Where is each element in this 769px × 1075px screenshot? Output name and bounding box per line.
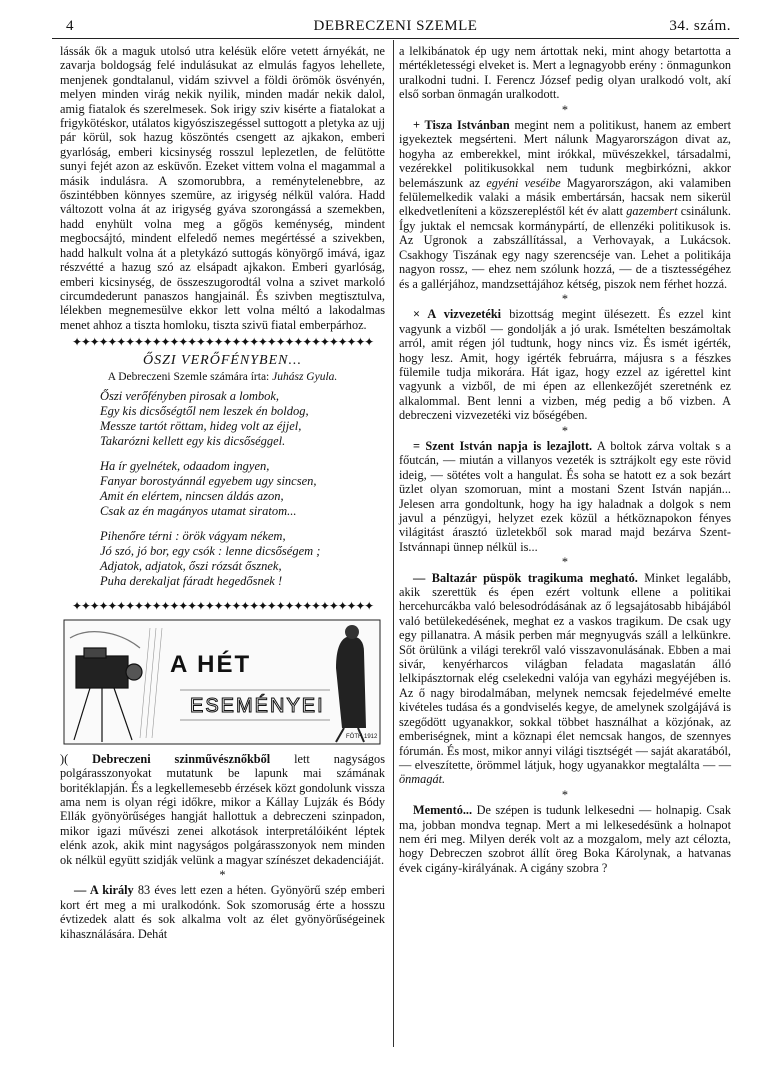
weekly-events-banner xyxy=(60,618,385,748)
tisza-news-emphasis: egyéni veséibe xyxy=(486,175,561,190)
baltazar-news xyxy=(399,571,731,787)
poem-line: Jó szó, jó bor, egy csók : lenne dicsőségem ; xyxy=(100,544,321,559)
water-news-lead: × A vizvezetéki xyxy=(413,307,502,322)
section-mark: )( xyxy=(60,751,69,766)
poem-line: Pihenőre térni : örök vágyam nékem, xyxy=(100,529,286,544)
poem-line: Egy kis dicsőségtől nem leszek én boldog, xyxy=(100,404,309,419)
poem-author: Juhász Gyula. xyxy=(272,370,338,383)
separator-star: * xyxy=(561,102,569,117)
poem-stanza xyxy=(100,459,385,519)
king-news-text: 83 éves lett ezen a héten. Gyönyörű szép emberi kort ért meg a mi uralkodónk. Sok szomoruság érte a hosszu évtizedek alatt és sok alkalma volt az élet gyönyörűségeinek kihasználására. Dehát xyxy=(60,883,385,941)
poem-title: ŐSZI VERŐFÉNYBEN... xyxy=(143,352,302,368)
poem-stanza xyxy=(100,389,385,449)
istvan-news-lead: = Szent István napja is lezajlott. xyxy=(413,438,593,453)
ornament-divider: ✦✦✦✦✦✦✦✦✦✦✦✦✦✦✦✦✦✦✦✦✦✦✦✦✦✦✦✦✦✦✦✦✦✦ xyxy=(71,335,374,350)
right-column xyxy=(399,44,731,875)
tisza-news xyxy=(399,118,731,291)
poem-line: Puha derekaljat fáradt hegedősnek ! xyxy=(100,574,283,589)
memento-news-text: De szépen is tudunk lelkesedni — holnapig. Csak ma, jobban mondva tegnap. Mert a mi lelkesedésünk a holnapot nem éri meg. Milyen derék volt az a mozgalom, mely azt célozta, hogy Debreczen szobrot állít öreg Boka Károlynak, a hatvanas évek cigány-királyának. A cigány szobra ? xyxy=(399,803,732,875)
poem-line: Őszi verőfényben pirosak a lombok, xyxy=(100,389,280,404)
page-number: 4 xyxy=(66,18,74,34)
istvan-news xyxy=(399,439,731,554)
baltazar-news-emphasis: önmagát. xyxy=(399,772,446,787)
ornament-divider: ✦✦✦✦✦✦✦✦✦✦✦✦✦✦✦✦✦✦✦✦✦✦✦✦✦✦✦✦✦✦✦✦✦✦ xyxy=(71,599,374,614)
header-rule xyxy=(52,38,739,39)
poem-line: Ha ír gyelnétek, odaadom ingyen, xyxy=(100,459,270,474)
banner-illustration xyxy=(60,618,385,748)
theatre-news-text: lett nagyságos polgárasszonyokat mutatunk be lapunk mai számának boritéklapján. És a legkellemesebb érzések közt gondolunk vissza ama nem is olyan régi időkre, mikor a Kállay Lujzák és Bódy Ellák gyönyörűséges hangját hallottuk a debreczeni szinpadon, mikor igazi művészi zenei alkotások interpretálóiként léptek elénk azok, akik mint nagyságos polgárasszonyok nem minden ok nélkül együtt szidják velünk a magyar színészet dekadenciáját. xyxy=(60,751,385,867)
poem-line: Takarózni kellett egy kis dicsőséggel. xyxy=(100,434,286,449)
separator-star: * xyxy=(561,423,569,438)
banner-signature: FÖTH 1912 xyxy=(346,733,378,740)
poem-byline xyxy=(60,370,385,384)
theatre-news xyxy=(60,752,385,867)
page-header xyxy=(52,14,739,36)
banner-line-2: ESEMÉNYEI xyxy=(190,694,325,717)
poem-line: Amit én elértem, nincsen áldás azon, xyxy=(100,489,284,504)
separator-star: * xyxy=(561,291,569,306)
water-news xyxy=(399,307,731,422)
separator-star: * xyxy=(561,787,569,802)
poem-line: Adjatok, adjatok, őszi rózsát ősznek, xyxy=(100,559,282,574)
column-divider xyxy=(393,40,394,1047)
memento-news xyxy=(399,803,731,875)
tisza-news-text: csinálunk. Így juktak el nemcsak kormánypártí, de ellenzéki politikusok is. Az Ugronok a zabszállítással, a Verhovayak, a Lukácsok. Csakhogy Tiszának egy nagy szerencséje van. Lehet a politikája nagyon rossz, — ehez nem szólunk hozzá, — de a tisztességéhez és a gallérjához, mandzsettájához kétség, piszok nem férhet hozzá. xyxy=(399,204,731,291)
poem-stanza xyxy=(100,529,385,589)
tisza-news-text: megint nem a politikust, hanem az embert igyekeztek megsérteni. Mert nálunk Magyarországon divat az, hogyha az emberekkel, mint irókkal, müvészekkel, társadalmi, vezérekkel politikusokkal nem tudunk megbirkózni, akkor belemászunk az xyxy=(399,118,732,190)
banner-line-1: A HÉT xyxy=(170,650,252,678)
tisza-news-text: Magyarországon, aki valamiben felülemelkedik valaki a másik embertársán, hacsak nem sikerül elkedvetleníteni a közszerepléstől két év alatt xyxy=(399,175,731,219)
tisza-news-lead: + Tisza Istvánban xyxy=(413,118,510,133)
poem-byline-prefix: A Debreczeni Szemle számára írta: xyxy=(107,370,270,383)
tisza-news-emphasis: gazembert xyxy=(626,204,678,219)
king-news-continuation: a lelkibánatok ép ugy nem ártottak neki, mint ahogy betartotta a mértékletességi elveket is. Mert a legnagyobb erény : önmagunkon uralkodni tudni. I. Ferencz József pedig olyan uralkodó volt, akí első sorban önmagán uralkodott. xyxy=(399,44,731,102)
poem-line: Messze tartót röttam, hideg volt az éjjel, xyxy=(100,419,302,434)
water-news-text: bizottság megint ülésezett. És ezzel kint vagyunk a vizből — gondolják a jó urak. Ismételten beszámoltak arról, amit régen jól tudtunk, hogy nincs viz. És ismét igérték, hogy lesz. Amit, hogy igérték februárra, májusra s a fészkes fülemile tudja mikorára. Hát igaz, hogy ezzel az igérettel kint vagyunk a vizből, de mi épen az ellenkezőjét szeretnénk ez alkalommal. Bent lenni a vizben, még pedig a bő vizben. A debreczeni vizvezetéki viz bőségében. xyxy=(399,307,732,423)
poem-line: Csak az én magányos utamat siratom... xyxy=(100,504,297,519)
memento-news-lead: Mementó... xyxy=(413,803,473,818)
article-continuation: lássák ők a maguk utolsó utra kelésük előre vetett árnyékát, ne zavarja boldogság felé indulásukat az elmulás fagyos lehellete, menjenek gondtalanul, vidám szivvel a földi örömök ösvényén, melyen minden virág nekik nyilik, minden madár nekik dalol, amig fiatalok és szerelmesek. Sok irigy sziv kisérte a fiatalokat a frigykötéskor, utálatos kigyósziszegéssel suttogott a pletyka az ujj pár körül, sok hazug köszöntés csengett az ajkakon, emberi gyarlóság, emberi kicsinység rosszul leplezetlen, de felütötte sunyi fejét azon az esküvőn. Ezeket vittem volna el magammal a másik indulásra. A szomorubbra, a reménytelenebbre, az őszintébben könnyes szemüre, az irigység nélkül valóra. Hadd változott volna át az irigység gyáva szorongássá a szemekben, hadd enyhült volna meg a gőgös keménység, mindent megbocsájtó, mindent elfeledő nemes megértéssé a szivekben, hadd halkult volna át a pletykázó suttogás könyörgő imává, igaz részvétté a hazug szó az elsápadt ajkakon. Emberi gyarlóság, emberi kicsinység, de összeszugorodtál volna a szivet markoló circumdederunt panaszos hangjainál. És szivben megtisztulva, lélekben megnemesülve ekkor lett volna méltó a lakodalmas menet ahhoz a tiszta homloku, tiszta szivü fiatal emberpárhoz. xyxy=(60,44,385,332)
theatre-news-lead: Debreczeni szinművésznőkből xyxy=(92,751,271,766)
left-column xyxy=(60,44,385,941)
separator-star: * xyxy=(219,868,226,882)
baltazar-news-text: Minket legalább, akik szerettük és épen ezért voltunk ellene a politikai hercehurcákba való belesodródásának az ő legsajátosabb hibájából való betülekedésének, meghat ez a vaskos tragikum. De csak ugy egy pillanatra. A másik perben már megnyugvás száll a lelkünkre. Sőt örülünk a világi terekről való visszavonulásának. Ebben a mai sivár, kenyérharcos világban feladata magaslatán álló lelkipásztornak elég cselekedni valója van egyházi megyéjében is. Az ő nagy birodalmában, melynek nemcsak fejedelmévé emelte kivételes tudása és a gondviselés kegye, de amelynek szolgájává is szegődött ugyanakkor, sokkal többet használhat a közjónak, az emberiségnek, mint a köznapi élet nemcsak hangos, de szennyes fórumán. És most, mikor annyi világi tisztségét — saját akaratából, — elveszítette, örömmel látjuk, hogy ugyanakkor megtalálta — — xyxy=(399,570,731,772)
baltazar-news-lead: — Baltazár püspök tragikuma megható. xyxy=(413,570,638,585)
istvan-news-text: A boltok zárva voltak s a főutcán, — miután a villanyos vezeték is sztrájkolt egy este rövid ideig, — sötétes volt a hangulat. És soha se hatott ez a sok bezárt üzlet olyan szomoruan, mint a mostani Szent István napján... Jelesen arra gondoltunk, hogy ha igy haladnak a dolgok s nem javul a pénzügyi, helyzet ezek közül a hétköznapokon fényes világitást árasztó üzletekből sok marad majd bezárva Szent-Istvánnapi ünnep nélkül is... xyxy=(399,438,731,554)
separator-star: * xyxy=(561,555,569,570)
king-news-lead: — A király xyxy=(74,883,134,898)
king-news xyxy=(60,883,385,941)
journal-title: DEBRECZENI SZEMLE xyxy=(313,18,478,34)
issue-number: 34. szám. xyxy=(669,18,731,34)
poem-line: Fanyar borostyánnál egyebem ugy sincsen, xyxy=(100,474,317,489)
